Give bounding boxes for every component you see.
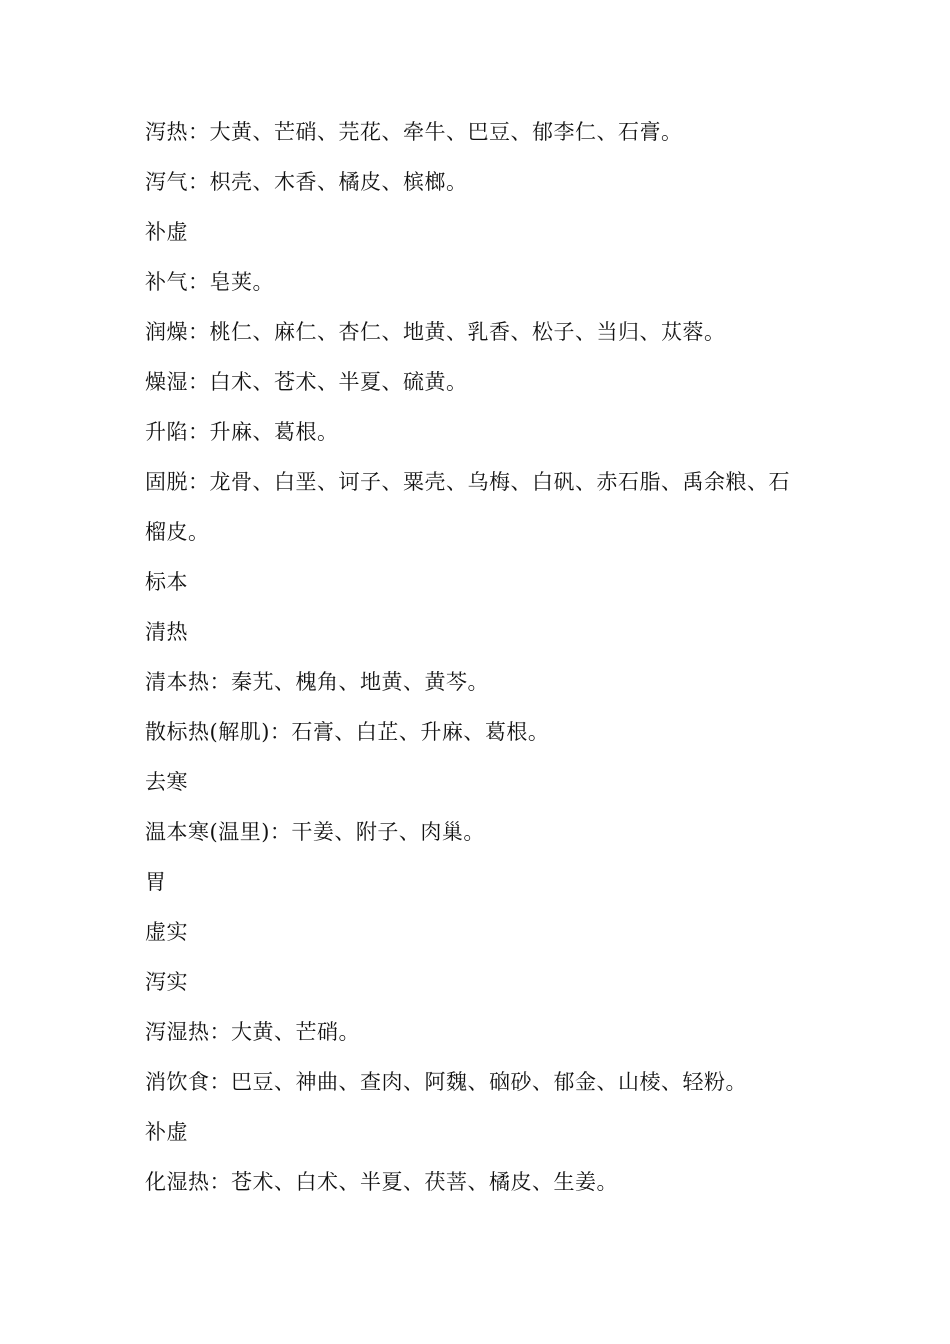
text-line: 补气：皂荚。 <box>145 270 274 294</box>
text-line: 化湿热：苍术、白术、半夏、茯菩、橘皮、生姜。 <box>145 1170 618 1194</box>
text-line: 散标热(解肌)：石膏、白芷、升麻、葛根。 <box>145 720 550 744</box>
text-line: 润燥：桃仁、麻仁、杏仁、地黄、乳香、松子、当归、苁蓉。 <box>145 320 726 344</box>
section-heading: 虚实 <box>145 920 188 944</box>
text-line: 泻湿热：大黄、芒硝。 <box>145 1020 360 1044</box>
section-heading: 补虚 <box>145 220 188 244</box>
text-line: 固脱：龙骨、白垩、诃子、粟壳、乌梅、白矾、赤石脂、禹余粮、石 <box>145 470 790 494</box>
text-line: 泻气：枳壳、木香、橘皮、槟榔。 <box>145 170 468 194</box>
text-line-continuation: 榴皮。 <box>145 520 210 544</box>
text-line: 升陷：升麻、葛根。 <box>145 420 339 444</box>
text-line: 泻热：大黄、芒硝、芫花、牵牛、巴豆、郁李仁、石膏。 <box>145 120 683 144</box>
document-page <box>145 120 815 1220</box>
section-heading: 清热 <box>145 620 188 644</box>
section-heading: 补虚 <box>145 1120 188 1144</box>
text-line: 消饮食：巴豆、神曲、查肉、阿魏、硇砂、郁金、山棱、轻粉。 <box>145 1070 747 1094</box>
section-heading: 去寒 <box>145 770 188 794</box>
text-line: 燥湿：白术、苍术、半夏、硫黄。 <box>145 370 468 394</box>
section-heading: 胃 <box>145 870 167 894</box>
text-line: 清本热：秦艽、槐角、地黄、黄芩。 <box>145 670 489 694</box>
section-heading: 标本 <box>145 570 188 594</box>
text-line: 温本寒(温里)：干姜、附子、肉巢。 <box>145 820 485 844</box>
section-heading: 泻实 <box>145 970 188 994</box>
